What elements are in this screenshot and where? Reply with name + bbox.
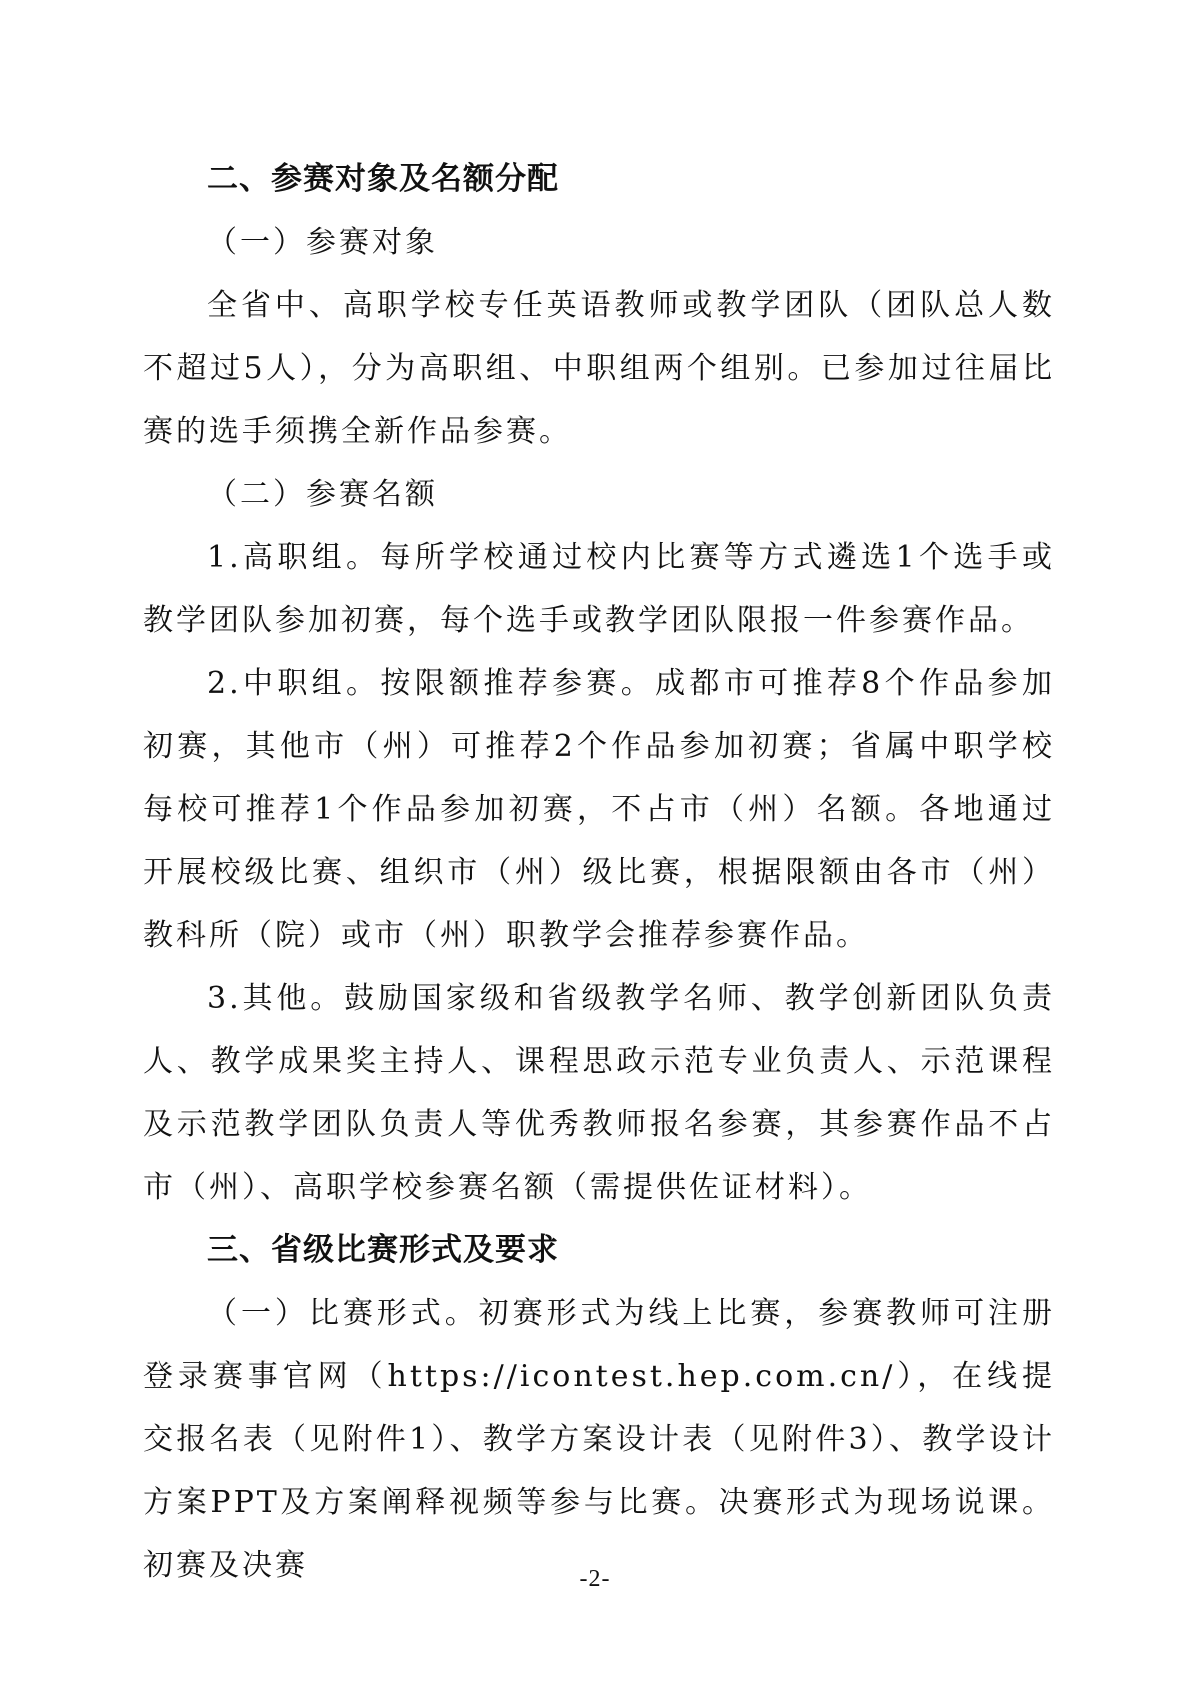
paragraph-higher-vocational: 1.高职组。每所学校通过校内比赛等方式遴选1个选手或教学团队参加初赛，每个选手或教学团队限报一件参赛作品。: [143, 540, 1055, 638]
subheading-quota: （二）参赛名额: [207, 477, 438, 512]
paragraph-competition-format: （一）比赛形式。初赛形式为线上比赛，参赛教师可注册登录赛事官网（https://icontest.hep.com.cn/），在线提交报名表（见附件1）、教学方案设计表（见附件3）、教学设计方案PPT及方案阐释视频等参与比赛。决赛形式为现场说课。初赛及决赛: [143, 1296, 1055, 1583]
section-heading-participants: 二、参赛对象及名额分配: [207, 161, 559, 197]
page-number: -2-: [579, 1566, 611, 1592]
document-body: [143, 148, 1055, 1597]
paragraph-participants: 全省中、高职学校专任英语教师或教学团队（团队总人数不超过5人），分为高职组、中职组两个组别。已参加过往届比赛的选手须携全新作品参赛。: [143, 288, 1055, 449]
section-heading-format: 三、省级比赛形式及要求: [207, 1232, 559, 1268]
paragraph-secondary-vocational: 2.中职组。按限额推荐参赛。成都市可推荐8个作品参加初赛，其他市（州）可推荐2个作品参加初赛；省属中职学校每校可推荐1个作品参加初赛，不占市（州）名额。各地通过开展校级比赛、组织市（州）级比赛，根据限额由各市（州）教科所（院）或市（州）职教学会推荐参赛作品。: [143, 666, 1055, 953]
paragraph-others: 3.其他。鼓励国家级和省级教学名师、教学创新团队负责人、教学成果奖主持人、课程思政示范专业负责人、示范课程及示范教学团队负责人等优秀教师报名参赛，其参赛作品不占市（州）、高职学校参赛名额（需提供佐证材料）。: [143, 981, 1055, 1205]
subheading-participants: （一）参赛对象: [207, 225, 438, 260]
